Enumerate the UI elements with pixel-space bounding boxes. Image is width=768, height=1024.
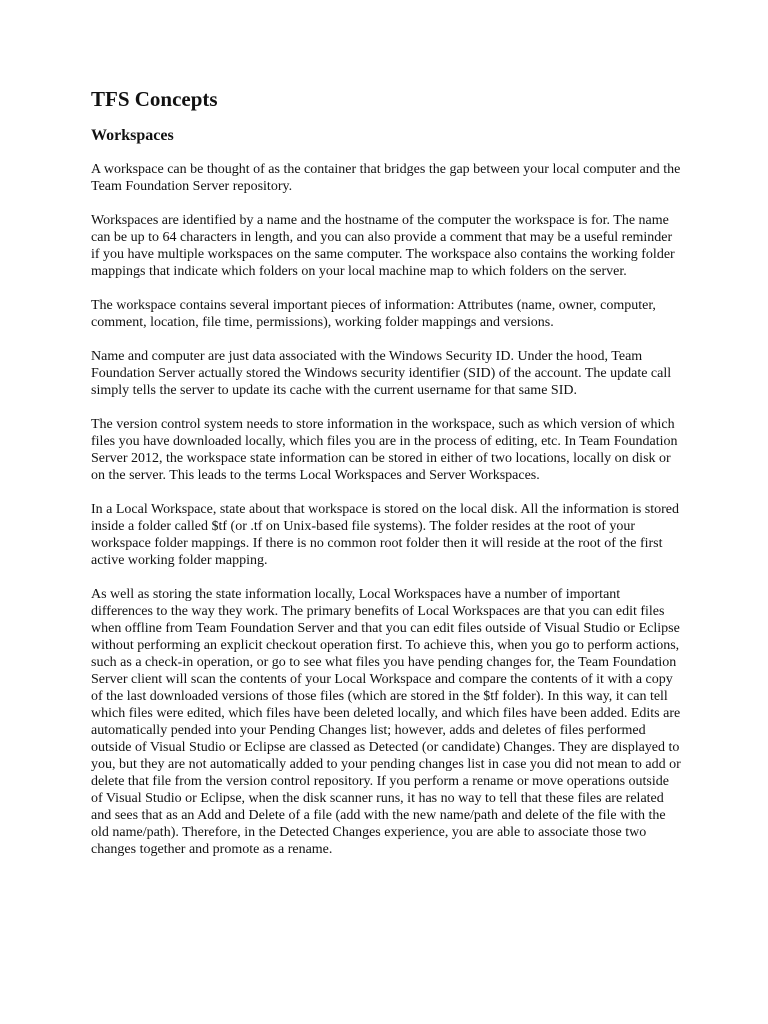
paragraph: In a Local Workspace, state about that workspace is stored on the local disk. All the information is stored inside a folder called $tf (or .tf on Unix-based file systems). The folder resides at the root of your workspace folder mappings. If there is no common root folder then it will reside at the root of the first active working folder mapping. [91,502,680,568]
paragraph: Name and computer are just data associated with the Windows Security ID. Under the hood, Team Foundation Server actually stored the Windows security identifier (SID) of the account. The update call simply tells the server to update its cache with the current username for that same SID. [91,349,672,398]
document-page [91,84,683,858]
page-title: TFS Concepts [91,87,218,111]
paragraph: The version control system needs to store information in the workspace, such as which version of which files you have downloaded locally, which files you are in the process of editing, etc. In Team Foundation Server 2012, the workspace state information can be stored in either of two locations, locally on disk or on the server. This leads to the terms Local Workspaces and Server Workspaces. [91,417,678,483]
paragraph: The workspace contains several important pieces of information: Attributes (name, owner, computer, comment, location, file time, permissions), working folder mappings and versions. [91,298,656,330]
section-heading: Workspaces [91,127,174,144]
paragraph: As well as storing the state information locally, Local Workspaces have a number of important differences to the way they work. The primary benefits of Local Workspaces are that you can edit files when offline from Team Foundation Server and that you can edit files outside of Visual Studio or Eclipse without performing an explicit checkout operation first. To achieve this, when you go to perform actions, such as a check-in operation, or go to see what files you have pending changes for, the Team Foundation Server client will scan the contents of your Local Workspace and compare the contents of it with a copy of the last downloaded versions of those files (which are stored in the $tf folder). In this way, it can tell which files were edited, which files have been deleted locally, and which files have been added. Edits are automatically pended into your Pending Changes list; however, adds and deletes of files performed outside of Visual Studio or Eclipse are classed as Detected (or candidate) Changes. They are displayed to you, but they are not automatically added to your pending changes list in case you did not mean to add or delete that file from the version control repository. If you perform a rename or move operations outside of Visual Studio or Eclipse, when the disk scanner runs, it has no way to tell that these files are related and sees that as an Add and Delete of a file (add with the new name/path and delete of the file with the old name/path). Therefore, in the Detected Changes experience, you are able to associate those two changes together and promote as a rename. [91,587,681,857]
paragraph: A workspace can be thought of as the container that bridges the gap between your local computer and the Team Foundation Server repository. [91,162,681,194]
paragraph: Workspaces are identified by a name and the hostname of the computer the workspace is for. The name can be up to 64 characters in length, and you can also provide a comment that may be a useful reminder if you have multiple workspaces on the same computer. The workspace also contains the working folder mappings that indicate which folders on your local machine map to which folders on the server. [91,213,675,279]
